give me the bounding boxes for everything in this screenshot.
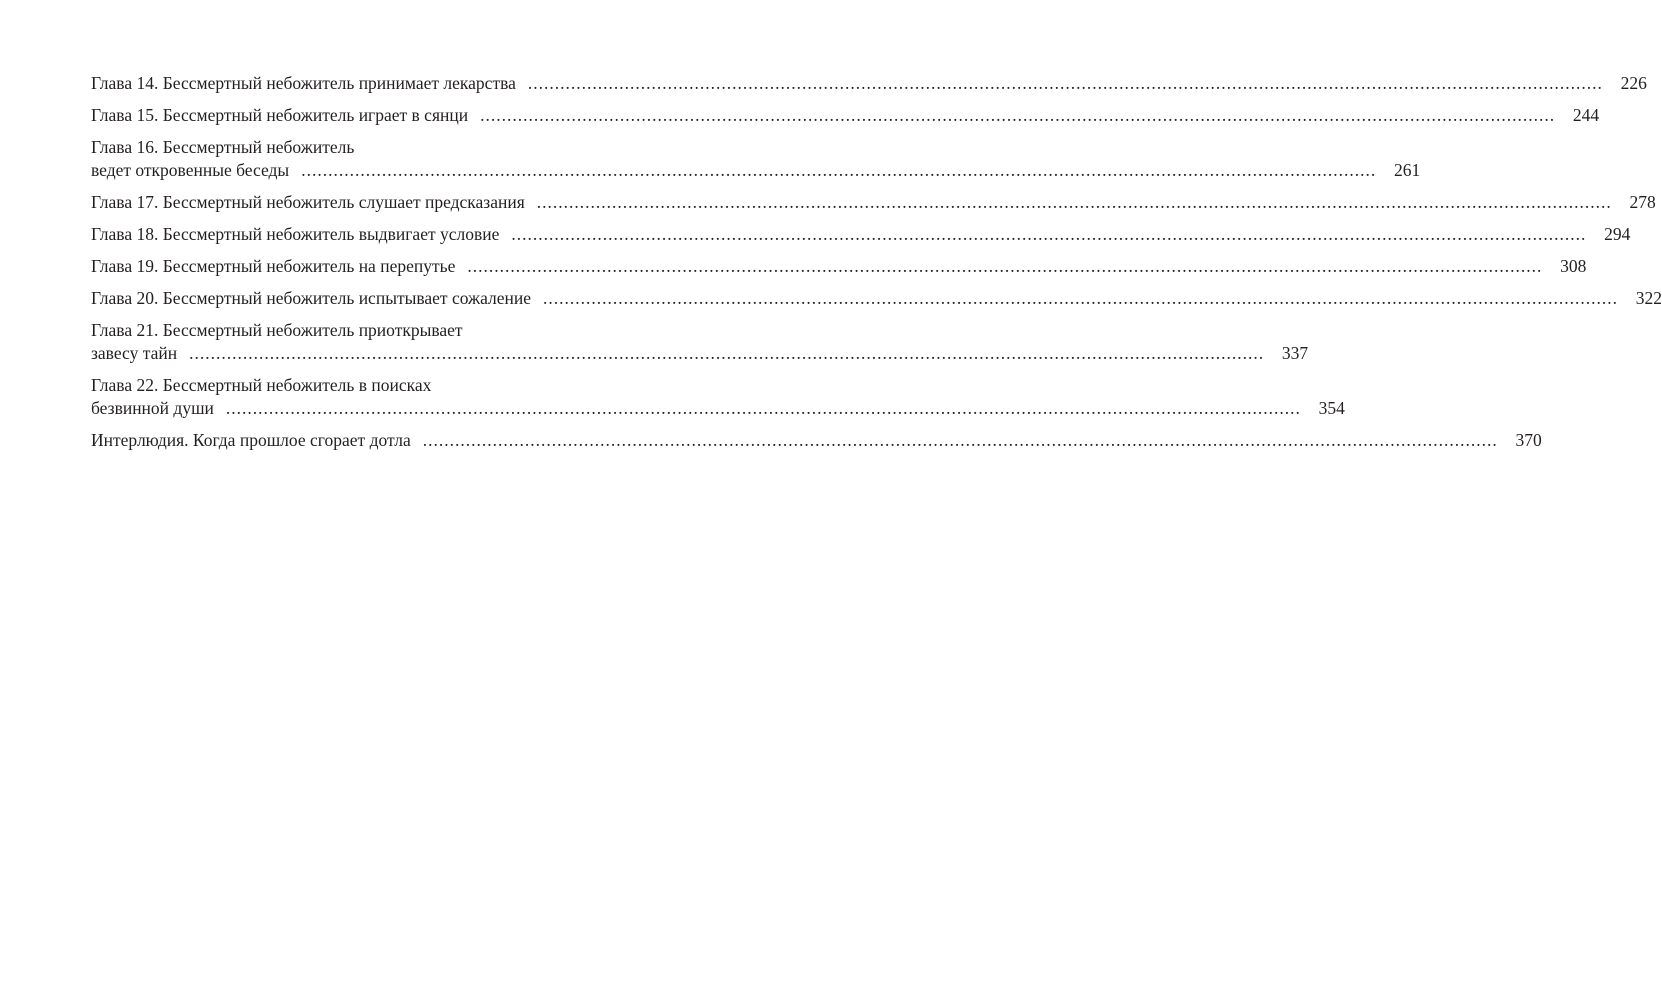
toc-entry[interactable] <box>91 72 1647 95</box>
toc-entry-page: 308 <box>1560 256 1587 276</box>
toc-line <box>91 159 1421 182</box>
toc-entry-title: Интерлюдия. Когда прошлое сгорает дотла <box>91 430 411 450</box>
toc-line <box>91 191 1656 214</box>
toc-entry-page: 261 <box>1393 160 1421 180</box>
dot-leader: ........................................................................................................................................................................................................ <box>301 160 1377 180</box>
toc-entry-title: Глава 15. Бессмертный небожитель играет в сянци <box>91 105 469 125</box>
toc-entry[interactable] <box>91 319 1309 365</box>
dot-leader: ........................................................................................................................................................................................................ <box>467 256 1543 276</box>
toc-entry-title-continued: безвинной души <box>91 398 214 418</box>
toc-entry-title: Глава 22. Бессмертный небожитель в поисках <box>91 375 432 395</box>
toc-entry[interactable] <box>91 136 1421 182</box>
toc-entry[interactable] <box>91 191 1656 214</box>
dot-leader: ........................................................................................................................................................................................................ <box>527 73 1603 93</box>
toc-line <box>91 342 1309 365</box>
toc-line <box>91 255 1587 278</box>
dot-leader: ........................................................................................................................................................................................................ <box>536 192 1612 212</box>
toc-entry-page: 337 <box>1281 343 1309 363</box>
toc-entry-page: 226 <box>1620 73 1647 93</box>
toc-entry-page: 294 <box>1604 224 1631 244</box>
toc-entry-title: Глава 17. Бессмертный небожитель слушает предсказания <box>91 192 525 212</box>
toc-entry[interactable] <box>91 287 1662 310</box>
toc-line <box>91 319 709 342</box>
toc-entry[interactable] <box>91 104 1600 127</box>
toc-entry-title: Глава 18. Бессмертный небожитель выдвигает условие <box>91 224 500 244</box>
toc-entry-page: 244 <box>1572 105 1600 125</box>
toc-entry-page: 278 <box>1629 192 1656 212</box>
toc-line <box>91 429 1542 452</box>
toc-entry-title: Глава 20. Бессмертный небожитель испытывает сожаление <box>91 288 532 308</box>
toc-line <box>91 397 1345 420</box>
dot-leader: ........................................................................................................................................................................................................ <box>511 224 1587 244</box>
toc-line <box>91 72 1647 95</box>
toc-entry-title-continued: ведет откровенные беседы <box>91 160 290 180</box>
dot-leader: ........................................................................................................................................................................................................ <box>422 430 1498 450</box>
toc-line <box>91 374 709 397</box>
toc-line <box>91 104 1600 127</box>
toc-entry-title: Глава 21. Бессмертный небожитель приоткрывает <box>91 320 463 340</box>
toc-line <box>91 136 709 159</box>
toc-entry-title: Глава 16. Бессмертный небожитель <box>91 137 355 157</box>
toc-entry[interactable] <box>91 374 1345 420</box>
toc-entry-title-continued: завесу тайн <box>91 343 178 363</box>
toc-line <box>91 287 1662 310</box>
toc-entry[interactable] <box>91 429 1542 452</box>
dot-leader: ........................................................................................................................................................................................................ <box>480 105 1556 125</box>
toc-entry-page: 354 <box>1318 398 1345 418</box>
toc-entry-title: Глава 19. Бессмертный небожитель на перепутье <box>91 256 456 276</box>
toc-entry[interactable] <box>91 223 1631 246</box>
toc-entry-title: Глава 14. Бессмертный небожитель принимает лекарства <box>91 73 516 93</box>
dot-leader: ........................................................................................................................................................................................................ <box>225 398 1301 418</box>
dot-leader: ........................................................................................................................................................................................................ <box>543 288 1619 308</box>
table-of-contents <box>91 72 1662 461</box>
toc-entry-page: 322 <box>1635 288 1662 308</box>
toc-entry[interactable] <box>91 255 1587 278</box>
toc-line <box>91 223 1631 246</box>
toc-entry-page: 370 <box>1515 430 1542 450</box>
dot-leader: ........................................................................................................................................................................................................ <box>189 343 1265 363</box>
